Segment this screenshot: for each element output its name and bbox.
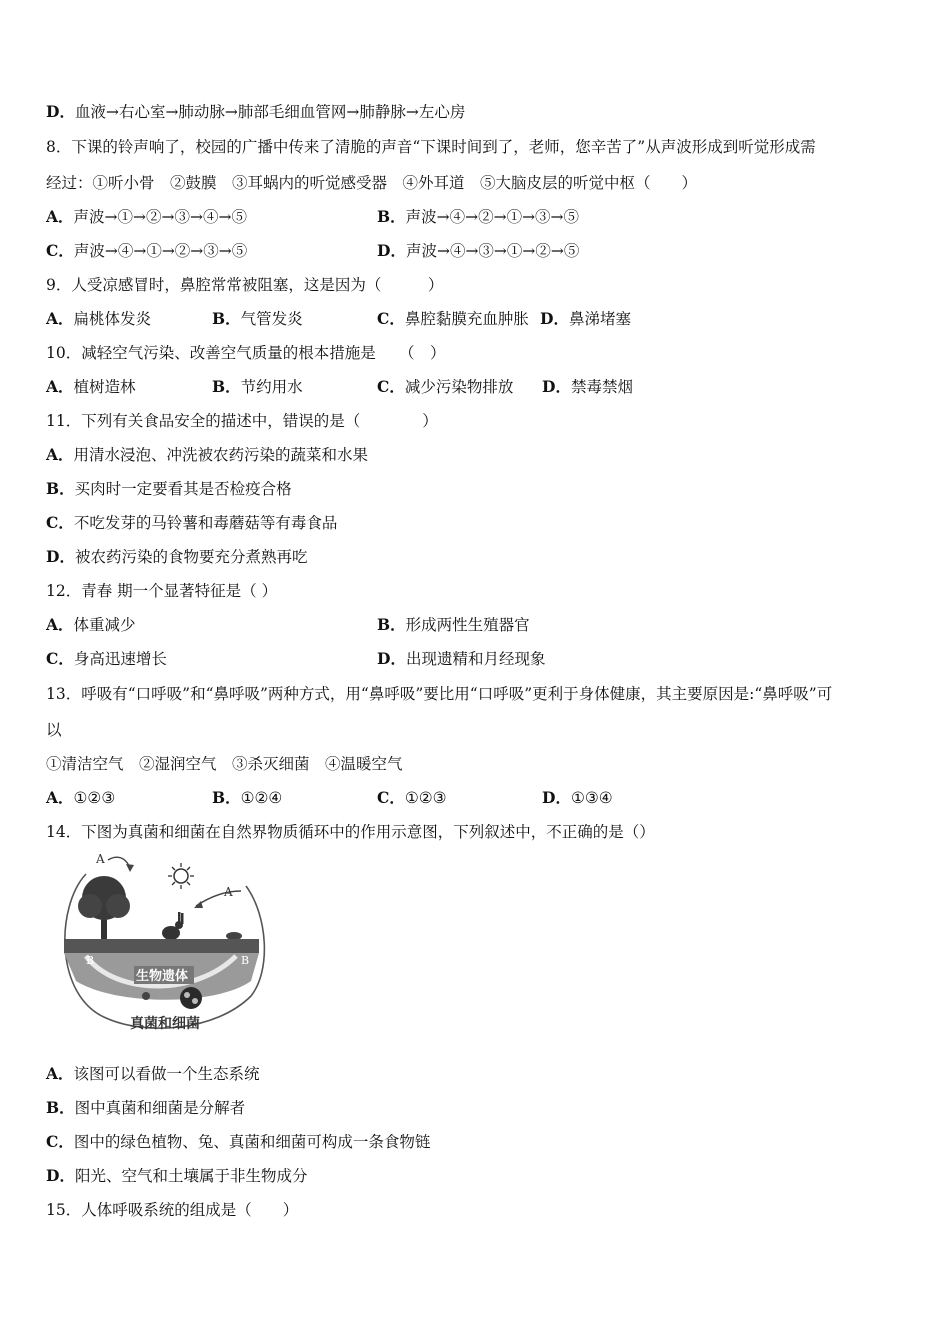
remains-label: 生物遗体 [136,969,189,984]
arrow-a2 [196,891,241,906]
q11-option-d: D．被农药污染的食物要充分煮熟再吃 [46,547,308,566]
q13-options [46,788,906,810]
q8-stem-line1: 8．下课的铃声响了，校园的广播中传来了清脆的声音“下课时间到了，老师，您辛苦了”从声波形成到听觉形成需 [46,138,816,156]
q10-option-d: D．禁毒禁烟 [542,377,633,396]
q11-option-a: A．用清水浸泡、冲洗被农药污染的蔬菜和水果 [46,445,369,464]
q9-option-d: D．鼻涕堵塞 [540,309,631,328]
cycle-diagram-svg [46,846,268,1036]
q8-option-c: C．声波→④→①→②→③→⑤ [46,241,248,260]
sun-icon [168,863,194,889]
q14-stem: 14．下图为真菌和细菌在自然界物质循环中的作用示意图，下列叙述中，不正确的是（） [46,823,655,841]
q9-option-b: B．气管发炎 [212,309,303,328]
q11-stem: 11．下列有关食品安全的描述中，错误的是（ ） [46,412,438,430]
q13-option-c: C．①②③ [377,788,447,807]
q13-stem-line1: 13．呼吸有“口呼吸”和“鼻呼吸”两种方式，用“鼻呼吸”要比用“口呼吸”更利于身体健康，其主要原因是:“鼻呼吸”可 [46,685,833,703]
q14-figure-cycle-diagram [46,846,268,1036]
q14-option-a: A．该图可以看做一个生态系统 [46,1064,260,1083]
q15-stem: 15．人体呼吸系统的组成是（ ） [46,1201,299,1219]
q13-stem-line2: 以 [46,721,62,739]
q12-option-b: B．形成两性生殖器官 [377,615,530,634]
q10-stem: 10．减轻空气污染、改善空气质量的根本措施是 （ ） [46,344,446,362]
arrow-a1-head [126,864,134,872]
fungi-bacteria-label: 真菌和细菌 [130,1016,200,1032]
q10-option-a: A．植树造林 [46,377,136,396]
small-animal-icon [226,932,242,940]
arrow-a1 [108,857,130,868]
q8-options-row2 [46,241,906,263]
q12-option-d: D．出现遗精和月经现象 [377,649,546,668]
q10-option-b: B．节约用水 [212,377,303,396]
q13-option-a: A．①②③ [46,788,116,807]
microbe-cluster-icon [180,987,202,1009]
q12-option-a: A．体重减少 [46,615,136,634]
q13-items: ①清洁空气 ②湿润空气 ③杀灭细菌 ④温暖空气 [46,755,403,773]
q12-option-c: C．身高迅速增长 [46,649,167,668]
q9-option-a: A．扁桃体发炎 [46,309,152,328]
q7-option-d: D．血液→右心室→肺动脉→肺部毛细血管网→肺静脉→左心房 [46,102,466,121]
q8-option-d: D．声波→④→③→①→②→⑤ [377,241,580,260]
q12-options-row2 [46,649,906,671]
label-a1: A [96,852,105,866]
q13-option-b: B．①②④ [212,788,283,807]
q12-options-row1 [46,615,906,637]
q10-option-c: C．减少污染物排放 [377,377,514,396]
q8-options-row1 [46,207,906,229]
q14-option-c: C．图中的绿色植物、兔、真菌和细菌可构成一条食物链 [46,1132,431,1151]
ground-surface [64,939,259,953]
q9-options [46,309,906,331]
label-b2: B [241,954,250,967]
q14-option-b: B．图中真菌和细菌是分解者 [46,1098,246,1117]
q11-option-b: B．买肉时一定要看其是否检疫合格 [46,479,292,498]
q8-option-a: A．声波→①→②→③→④→⑤ [46,207,247,226]
q13-option-d: D．①③④ [542,788,613,807]
q10-options [46,377,906,399]
q14-option-d: D．阳光、空气和土壤属于非生物成分 [46,1166,308,1185]
q11-option-c: C．不吃发芽的马铃薯和毒蘑菇等有毒食品 [46,513,338,532]
q8-option-b: B．声波→④→②→①→③→⑤ [377,207,580,226]
q9-option-c: C．鼻腔黏膜充血肿胀 [377,309,529,328]
label-b1: B [86,954,95,967]
q12-stem: 12．青春 期一个显著特征是（ ） [46,582,278,600]
microbe-dot-icon [142,992,150,1000]
tree-icon [78,876,130,941]
q8-stem-line2: 经过：①听小骨 ②鼓膜 ③耳蜗内的听觉感受器 ④外耳道 ⑤大脑皮层的听觉中枢（ ） [46,174,698,192]
label-a2: A [224,885,233,899]
q9-stem: 9．人受凉感冒时，鼻腔常常被阻塞，这是因为（ ） [46,276,444,294]
rabbit-icon [162,912,184,940]
